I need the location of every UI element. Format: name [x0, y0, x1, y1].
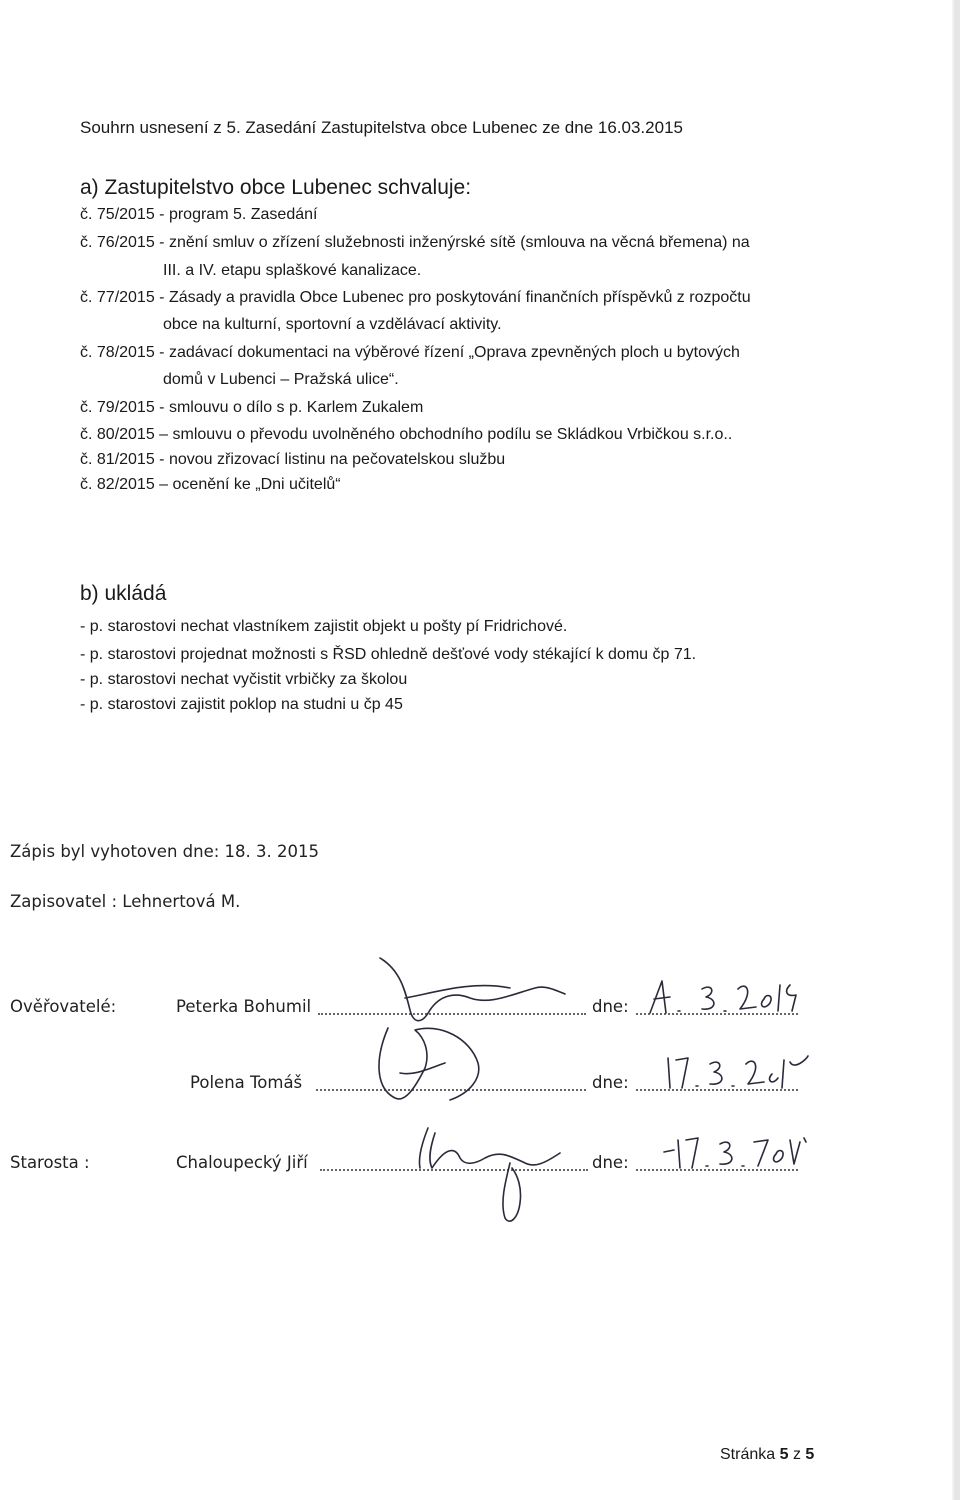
resolution-77-line1: č. 77/2015 - Zásady a pravidla Obce Lubenec pro poskytování finančních příspěvků z rozpočtu — [80, 289, 751, 306]
page-total: 5 — [805, 1446, 815, 1463]
signature-polena — [370, 1018, 490, 1108]
page-number — [720, 1446, 814, 1464]
resolution-80: č. 80/2015 – smlouvu o převodu uvolněného obchodního podílu se Skládkou Vrbičkou s.r.o.. — [80, 426, 733, 443]
verifier-2-name: Polena Tomáš — [190, 1073, 303, 1092]
resolution-78-line2: domů v Lubenci – Pražská ulice“. — [163, 371, 399, 388]
document-heading: Souhrn usnesení z 5. Zasedání Zastupitelstva obce Lubenec ze dne 16.03.2015 — [80, 118, 683, 137]
page-label: Stránka — [720, 1446, 776, 1463]
section-a-title: a) Zastupitelstvo obce Lubenec schvaluje: — [80, 176, 472, 199]
task-1: - p. starostovi nechat vlastníkem zajistit objekt u pošty pí Fridrichové. — [80, 618, 568, 635]
drafted-date: Zápis byl vyhotoven dne: 18. 3. 2015 — [10, 842, 319, 861]
resolution-79: č. 79/2015 - smlouvu o dílo s p. Karlem Zukalem — [80, 399, 424, 416]
task-2: - p. starostovi projednat možnosti s ŘSD ohledně dešťové vody stékající k domu čp 71. — [80, 646, 697, 663]
handwritten-date-1 — [640, 975, 810, 1020]
date-label-3: dne: — [592, 1153, 629, 1172]
resolution-75: č. 75/2015 - program 5. Zasedání — [80, 206, 318, 223]
resolution-78-line1: č. 78/2015 - zadávací dokumentaci na výběrové řízení „Oprava zpevněných ploch u bytových — [80, 344, 740, 361]
page-edge — [954, 0, 960, 1500]
date-label-2: dne: — [592, 1073, 629, 1092]
date-label-1: dne: — [592, 997, 629, 1016]
signature-chaloupecky — [400, 1118, 570, 1228]
page-current: 5 — [779, 1446, 789, 1463]
task-3: - p. starostovi nechat vyčistit vrbičky za školou — [80, 671, 408, 688]
verifier-1-name: Peterka Bohumil — [176, 997, 312, 1016]
handwritten-date-3 — [660, 1130, 810, 1175]
recorder: Zapisovatel : Lehnertová M. — [10, 892, 241, 911]
resolution-76-line2: III. a IV. etapu splaškové kanalizace. — [163, 262, 422, 279]
resolution-76-line1: č. 76/2015 - znění smluv o zřízení služebnosti inženýrské sítě (smlouva na věcná břemena) na — [80, 234, 750, 251]
verifiers-label: Ověřovatelé: — [10, 997, 117, 1016]
page-of: z — [792, 1446, 801, 1463]
section-b-title: b) ukládá — [80, 582, 167, 605]
resolution-77-line2: obce na kulturní, sportovní a vzdělávací aktivity. — [163, 316, 502, 333]
mayor-label: Starosta : — [10, 1153, 90, 1172]
handwritten-date-2 — [660, 1050, 810, 1095]
resolution-82: č. 82/2015 – ocenění ke „Dni učitelů“ — [80, 476, 341, 493]
resolution-81: č. 81/2015 - novou zřizovací listinu na pečovatelskou službu — [80, 451, 506, 468]
mayor-name: Chaloupecký Jiří — [176, 1153, 308, 1172]
task-4: - p. starostovi zajistit poklop na studni u čp 45 — [80, 696, 403, 713]
